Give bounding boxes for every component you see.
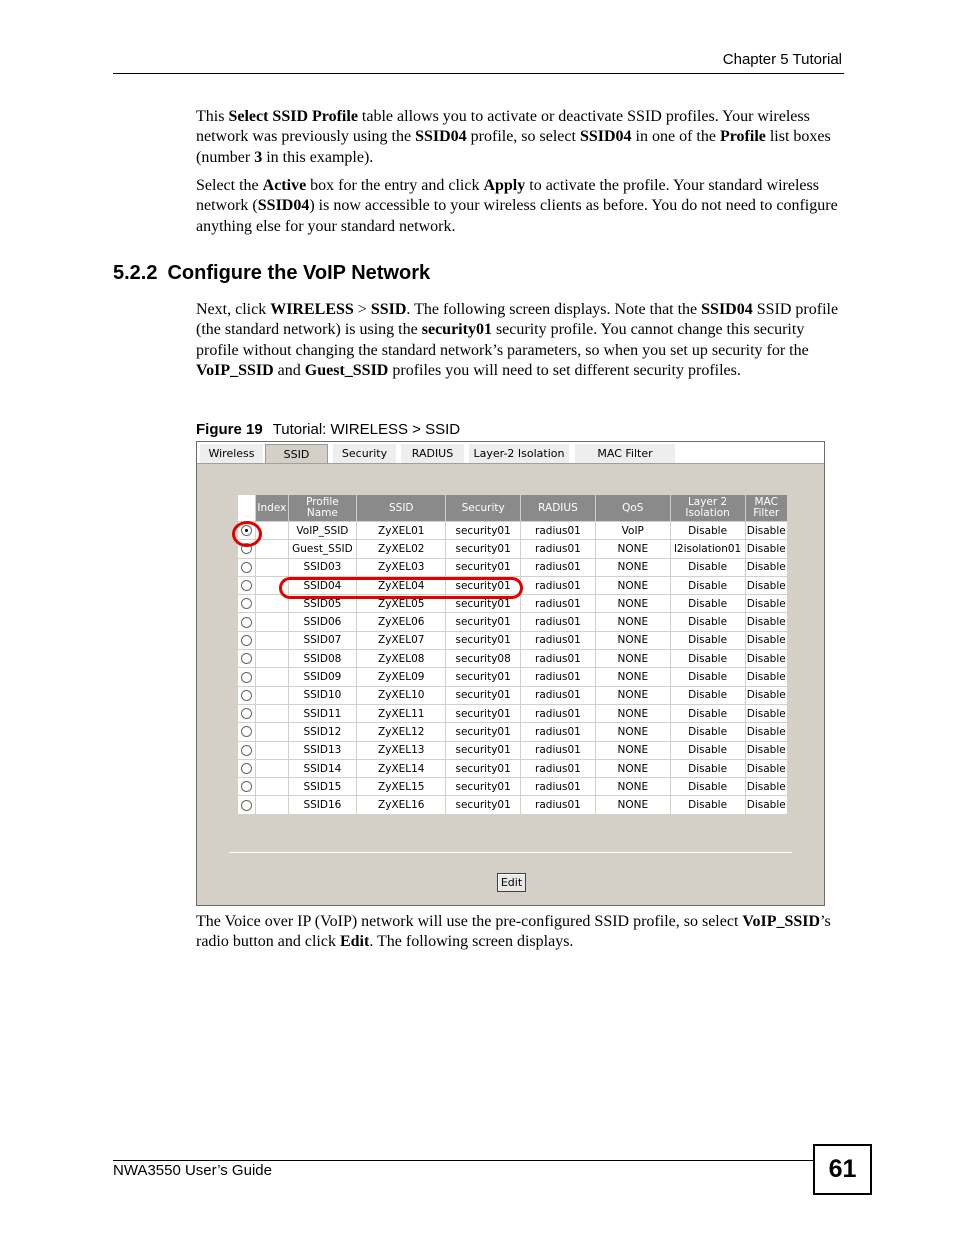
text: and: [273, 361, 305, 379]
header-text: MAC: [754, 496, 778, 508]
select-radio[interactable]: [241, 726, 252, 737]
layer2-cell: Disable: [670, 576, 745, 594]
mac-cell: Disable: [745, 704, 788, 722]
index-cell: 5: [256, 595, 288, 613]
layer2-cell: Disable: [670, 613, 745, 631]
security-cell: security01: [446, 595, 521, 613]
table-row: [238, 668, 788, 686]
table-row: [238, 558, 788, 576]
select-radio[interactable]: [241, 763, 252, 774]
bold-text: WIRELESS: [270, 301, 354, 318]
profile-cell: Guest_SSID: [288, 540, 357, 558]
header-text: Isolation: [685, 507, 730, 519]
layer2-cell: Disable: [670, 595, 745, 613]
qos-cell: NONE: [595, 650, 670, 668]
profile-name-header: [288, 495, 357, 522]
mac-cell: Disable: [745, 631, 788, 649]
profile-cell: SSID08: [288, 650, 357, 668]
qos-header: QoS: [595, 495, 670, 522]
index-cell: 13: [256, 741, 288, 759]
qos-cell: NONE: [595, 704, 670, 722]
mac-cell: Disable: [745, 650, 788, 668]
ssid-cell: ZyXEL15: [357, 778, 446, 796]
profile-cell: SSID06: [288, 613, 357, 631]
select-radio[interactable]: [241, 617, 252, 628]
index-cell: 9: [256, 668, 288, 686]
table-row: [238, 650, 788, 668]
qos-cell: NONE: [595, 796, 670, 814]
text: ) is now accessible to your wireless clients as before. You do not need to configure anything else for your standard network.: [196, 197, 838, 235]
layer2-cell: Disable: [670, 558, 745, 576]
profile-cell: SSID15: [288, 778, 357, 796]
radius-cell: radius01: [521, 741, 596, 759]
table-row: [238, 704, 788, 722]
header-text: Profile: [306, 496, 339, 508]
qos-cell: NONE: [595, 558, 670, 576]
wireless-ssid-paragraph: [196, 300, 841, 381]
text: to activate the profile. Your standard wireless network (: [196, 177, 819, 215]
select-cell: [238, 704, 256, 722]
layer2-cell: Disable: [670, 650, 745, 668]
profile-cell: SSID10: [288, 686, 357, 704]
security-cell: security01: [446, 522, 521, 540]
chapter-header: Chapter 5 Tutorial: [722, 51, 842, 68]
security-cell: security01: [446, 686, 521, 704]
layer2-cell: Disable: [670, 686, 745, 704]
text: Next, click: [196, 301, 271, 318]
mac-cell: Disable: [745, 759, 788, 777]
radius-cell: radius01: [521, 796, 596, 814]
bold-text: SSID: [370, 301, 407, 318]
select-cell: [238, 576, 256, 594]
security-cell: security01: [446, 778, 521, 796]
radius-cell: radius01: [521, 576, 596, 594]
text: table allows you to activate or deactivate SSID profiles. Your wireless network was previously using the: [196, 108, 810, 146]
security-cell: security01: [446, 540, 521, 558]
qos-cell: NONE: [595, 723, 670, 741]
profile-cell: SSID13: [288, 741, 357, 759]
table-row: [238, 613, 788, 631]
security-cell: security01: [446, 613, 521, 631]
select-radio[interactable]: [241, 635, 252, 646]
layer2-cell: Disable: [670, 522, 745, 540]
profile-cell: SSID03: [288, 558, 357, 576]
table-row: [238, 631, 788, 649]
page-number: 61: [813, 1144, 872, 1195]
table-body: [238, 522, 788, 815]
index-cell: 1: [256, 522, 288, 540]
qos-cell: NONE: [595, 759, 670, 777]
panel-divider: [229, 852, 792, 853]
bold-text: VoIP_SSID: [196, 361, 274, 379]
profile-cell: SSID16: [288, 796, 357, 814]
security-cell: security08: [446, 650, 521, 668]
radius-cell: radius01: [521, 650, 596, 668]
select-radio[interactable]: [241, 708, 252, 719]
radius-cell: radius01: [521, 540, 596, 558]
footer-rule: [113, 1160, 813, 1161]
section-heading: [113, 262, 430, 285]
bold-text: SSID04: [415, 128, 467, 146]
select-radio[interactable]: [241, 672, 252, 683]
layer2-cell: Disable: [670, 723, 745, 741]
bold-text: security01: [421, 321, 492, 339]
index-cell: 12: [256, 723, 288, 741]
qos-cell: NONE: [595, 540, 670, 558]
text: ’s radio button and click: [196, 913, 831, 951]
select-radio[interactable]: [241, 690, 252, 701]
layer2-cell: Disable: [670, 741, 745, 759]
radius-cell: radius01: [521, 613, 596, 631]
voip-select-highlight: [232, 521, 262, 547]
mac-cell: Disable: [745, 686, 788, 704]
index-cell: 6: [256, 613, 288, 631]
text: security profile. You cannot change this security profile without changing the standard network’s parameters, so when you set up security for the: [196, 321, 809, 359]
mac-filter-header: [745, 495, 788, 522]
layer2-cell: Disable: [670, 796, 745, 814]
profile-cell: SSID07: [288, 631, 357, 649]
layer2-isolation-header: [670, 495, 745, 522]
figure-title: Tutorial: WIRELESS > SSID: [272, 421, 461, 438]
table-row: [238, 741, 788, 759]
select-cell: [238, 668, 256, 686]
edit-button[interactable]: Edit: [497, 873, 526, 892]
text: Select the: [196, 177, 263, 194]
index-cell: 16: [256, 796, 288, 814]
table-row: [238, 723, 788, 741]
mac-cell: Disable: [745, 741, 788, 759]
qos-cell: NONE: [595, 741, 670, 759]
mac-cell: Disable: [745, 595, 788, 613]
layer2-cell: Disable: [670, 631, 745, 649]
radius-cell: radius01: [521, 595, 596, 613]
bold-text: 3: [254, 148, 263, 166]
select-cell: [238, 759, 256, 777]
layer2-cell: Disable: [670, 704, 745, 722]
figure-caption: [196, 421, 460, 438]
text: . The following screen displays.: [369, 933, 574, 951]
profile-cell: SSID09: [288, 668, 357, 686]
mac-cell: Disable: [745, 613, 788, 631]
ssid-cell: ZyXEL13: [357, 741, 446, 759]
ssid-cell: ZyXEL14: [357, 759, 446, 777]
layer2-cell: Disable: [670, 759, 745, 777]
profile-cell: VoIP_SSID: [288, 522, 357, 540]
select-radio[interactable]: [241, 598, 252, 609]
bold-text: SSID04: [579, 128, 632, 146]
select-radio[interactable]: [241, 580, 252, 591]
security-cell: security01: [446, 796, 521, 814]
mac-cell: Disable: [745, 796, 788, 814]
header-text: Name: [306, 507, 338, 519]
security-cell: security01: [446, 631, 521, 649]
select-header: [238, 495, 256, 522]
security-cell: security01: [446, 704, 521, 722]
select-radio[interactable]: [241, 562, 252, 573]
select-cell: [238, 595, 256, 613]
section-number: 5.2.2: [113, 262, 158, 284]
index-cell: 10: [256, 686, 288, 704]
index-cell: 14: [256, 759, 288, 777]
index-cell: 8: [256, 650, 288, 668]
header-text: Filter: [753, 507, 780, 519]
ssid-cell: ZyXEL02: [357, 540, 446, 558]
qos-cell: VoIP: [595, 522, 670, 540]
ssid-cell: ZyXEL08: [357, 650, 446, 668]
security-cell: security01: [446, 576, 521, 594]
profile-cell: SSID12: [288, 723, 357, 741]
table-row: [238, 778, 788, 796]
table-row: [238, 540, 788, 558]
intro-paragraph: [196, 107, 841, 168]
qos-cell: NONE: [595, 631, 670, 649]
mac-cell: Disable: [745, 558, 788, 576]
security-cell: security01: [446, 723, 521, 741]
index-cell: 4: [256, 576, 288, 594]
index-cell: 2: [256, 540, 288, 558]
ssid-cell: ZyXEL06: [357, 613, 446, 631]
select-cell: [238, 686, 256, 704]
ssid-cell: ZyXEL03: [357, 558, 446, 576]
select-cell: [238, 613, 256, 631]
select-radio[interactable]: [241, 653, 252, 664]
select-cell: [238, 796, 256, 814]
table-row: [238, 522, 788, 540]
text: profiles you will need to set different security profiles.: [388, 361, 741, 379]
bold-text: SSID04: [257, 197, 310, 215]
security-header: Security: [446, 495, 521, 522]
ssid-cell: ZyXEL09: [357, 668, 446, 686]
ssid-screenshot: [196, 441, 825, 906]
radius-cell: radius01: [521, 631, 596, 649]
qos-cell: NONE: [595, 668, 670, 686]
radius-cell: radius01: [521, 668, 596, 686]
tab-wireless[interactable]: Wireless: [200, 444, 263, 463]
qos-cell: NONE: [595, 613, 670, 631]
tab-layer2-isolation[interactable]: Layer-2 Isolation: [469, 444, 569, 463]
layer2-cell: Disable: [670, 778, 745, 796]
text: . The following screen displays. Note that the: [406, 301, 702, 318]
header-rule: [113, 73, 844, 74]
footer-guide-title: NWA3550 User’s Guide: [113, 1162, 272, 1179]
bold-text: Apply: [483, 177, 526, 194]
tab-radius[interactable]: RADIUS: [401, 444, 464, 463]
table-header-row: [238, 495, 788, 522]
bold-text: Profile: [719, 128, 766, 146]
text: list boxes (number: [196, 128, 831, 166]
ssid-cell: ZyXEL05: [357, 595, 446, 613]
bold-text: VoIP_SSID: [742, 913, 821, 930]
qos-cell: NONE: [595, 576, 670, 594]
section-title: Configure the VoIP Network: [167, 262, 431, 284]
radius-cell: radius01: [521, 558, 596, 576]
text: profile, so select: [466, 128, 580, 146]
radius-cell: radius01: [521, 759, 596, 777]
text: This: [196, 108, 229, 125]
qos-cell: NONE: [595, 595, 670, 613]
radius-cell: radius01: [521, 778, 596, 796]
ssid-cell: ZyXEL16: [357, 796, 446, 814]
tab-security[interactable]: Security: [333, 444, 396, 463]
profile-cell: SSID04: [288, 576, 357, 594]
bold-text: SSID04: [701, 301, 753, 318]
mac-cell: Disable: [745, 668, 788, 686]
select-radio[interactable]: [241, 800, 252, 811]
text: >: [353, 301, 371, 318]
radius-header: RADIUS: [521, 495, 596, 522]
profile-cell: SSID05: [288, 595, 357, 613]
tab-mac-filter[interactable]: MAC Filter: [575, 444, 675, 463]
table-row: [238, 759, 788, 777]
activate-paragraph: [196, 176, 841, 237]
qos-cell: NONE: [595, 686, 670, 704]
index-cell: 11: [256, 704, 288, 722]
profile-cell: SSID11: [288, 704, 357, 722]
security-cell: security01: [446, 558, 521, 576]
ssid-cell: ZyXEL12: [357, 723, 446, 741]
text: in this example).: [262, 148, 374, 166]
security-cell: security01: [446, 741, 521, 759]
ssid04-row-highlight: [279, 577, 523, 599]
bold-text: Guest_SSID: [304, 361, 389, 379]
index-cell: 3: [256, 558, 288, 576]
bold-text: Edit: [339, 933, 370, 951]
mac-cell: Disable: [745, 540, 788, 558]
ssid-cell: ZyXEL07: [357, 631, 446, 649]
ssid-cell: ZyXEL10: [357, 686, 446, 704]
select-cell: [238, 741, 256, 759]
ssid-header: SSID: [357, 495, 446, 522]
index-cell: 7: [256, 631, 288, 649]
radius-cell: radius01: [521, 704, 596, 722]
text: box for the entry and click: [306, 177, 484, 194]
mac-cell: Disable: [745, 522, 788, 540]
profile-cell: SSID14: [288, 759, 357, 777]
qos-cell: NONE: [595, 778, 670, 796]
radius-cell: radius01: [521, 686, 596, 704]
text: The Voice over IP (VoIP) network will use the pre-configured SSID profile, so select: [196, 913, 743, 930]
layer2-cell: Disable: [670, 668, 745, 686]
table-row: [238, 796, 788, 814]
text: SSID profile (the standard network) is using the: [196, 301, 839, 339]
ssid-cell: ZyXEL04: [357, 576, 446, 594]
security-cell: security01: [446, 668, 521, 686]
bold-text: Active: [262, 177, 307, 194]
text: in one of the: [631, 128, 720, 146]
bold-text: Select SSID Profile: [228, 108, 358, 125]
figure-label: Figure 19: [196, 421, 263, 438]
tab-ssid[interactable]: SSID: [265, 444, 328, 463]
security-cell: security01: [446, 759, 521, 777]
voip-paragraph: [196, 912, 841, 953]
select-cell: [238, 650, 256, 668]
ssid-table: [237, 494, 788, 815]
ssid-cell: ZyXEL11: [357, 704, 446, 722]
mac-cell: Disable: [745, 723, 788, 741]
mac-cell: Disable: [745, 778, 788, 796]
header-text: Layer 2: [687, 496, 728, 508]
table-row: [238, 686, 788, 704]
mac-cell: Disable: [745, 576, 788, 594]
select-radio[interactable]: [241, 781, 252, 792]
select-radio[interactable]: [241, 745, 252, 756]
select-cell: [238, 778, 256, 796]
select-cell: [238, 558, 256, 576]
index-header: Index: [256, 495, 288, 522]
select-cell: [238, 723, 256, 741]
radius-cell: radius01: [521, 522, 596, 540]
select-cell: [238, 631, 256, 649]
layer2-cell: l2isolation01: [670, 540, 745, 558]
tab-bar: [197, 442, 824, 464]
ssid-cell: ZyXEL01: [357, 522, 446, 540]
radius-cell: radius01: [521, 723, 596, 741]
index-cell: 15: [256, 778, 288, 796]
